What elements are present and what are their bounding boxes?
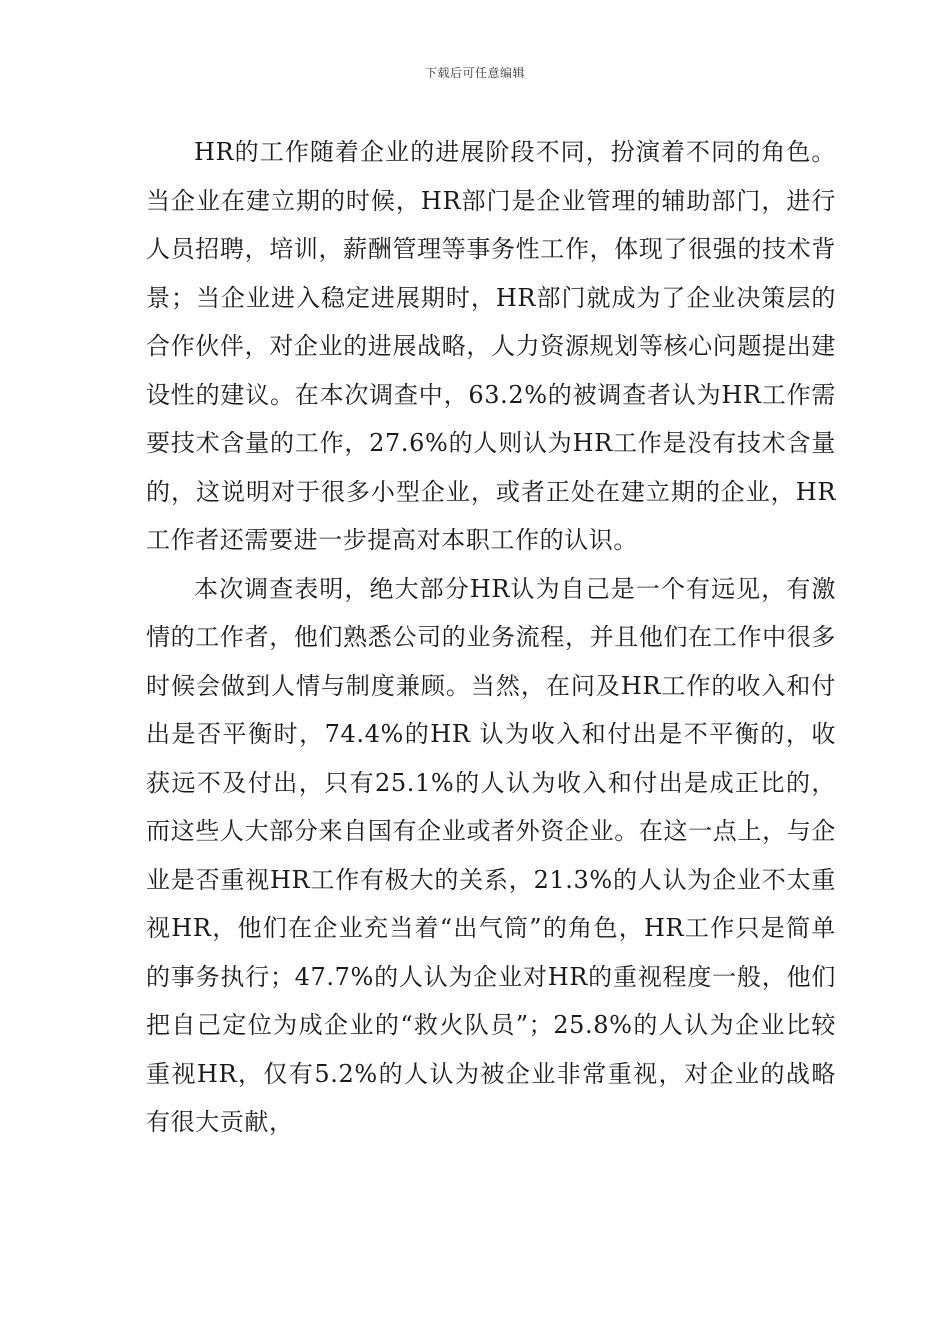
document-body bbox=[146, 128, 836, 1147]
paragraph-survey-results: 本次调查表明，绝大部分HR认为自己是一个有远见，有激情的工作者，他们熟悉公司的业务流程，并且他们在工作中很多时候会做到人情与制度兼顾。当然，在问及HR工作的收入和付出是否平衡时，74.4%的HR 认为收入和付出是不平衡的，收获远不及付出，只有25.1%的人认为收入和付出是成正比的，而这些人大部分来自国有企业或者外资企业。在这一点上，与企业是否重视HR工作有极大的关系，21.3%的人认为企业不太重视HR，他们在企业充当着“出气筒”的角色，HR工作只是简单的事务执行；47.7%的人认为企业对HR的重视程度一般，他们把自己定位为成企业的“救火队员”；25.8%的人认为企业比较重视HR，仅有5.2%的人认为被企业非常重视，对企业的战略有很大贡献， bbox=[146, 574, 836, 1136]
page-header: 下载后可任意编辑 bbox=[424, 66, 525, 80]
paragraph-hr-roles: HR的工作随着企业的进展阶段不同，扮演着不同的角色。当企业在建立期的时候，HR部门是企业管理的辅助部门，进行人员招聘，培训，薪酬管理等事务性工作，体现了很强的技术背景；当企业进入稳定进展期时，HR部门就成为了企业决策层的合作伙伴，对企业的进展战略，人力资源规划等核心问题提出建设性的建议。在本次调查中，63.2%的被调查者认为HR工作需要技术含量的工作，27.6%的人则认为HR工作是没有技术含量的，这说明对于很多小型企业，或者正处在建立期的企业，HR工作者还需要进一步提高对本职工作的认识。 bbox=[146, 138, 836, 554]
